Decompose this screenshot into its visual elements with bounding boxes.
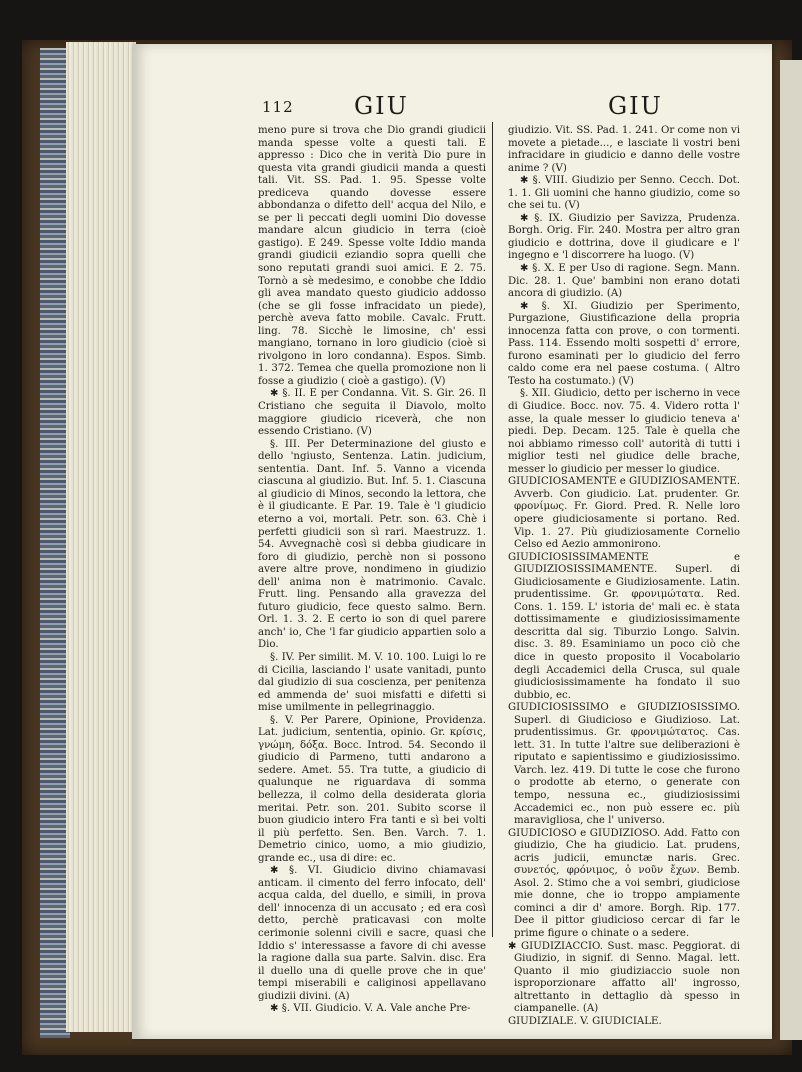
paragraph: meno pure si trova che Dio grandi giudicii manda spesse volte a questi tali. E appresso : Dico che in verità Dio pure in questa vita grandi giudicii manda a questi tali. Vit. SS. Pad. 1. 95. Spesse volte prediceva quando dovesse essere abbondanza o difetto dell' acqua del Nilo, e se per li peccati degli uomini Dio dovesse mandare alcun giudicio in terra (cioè gastigo). E 249. Spesse volte Iddio manda grandi giudicii eziandio sopra quelli che sono reputati grandi suoi amici. E 2. 75. Tornò a sè medesimo, e conobbe che Iddio gli avea mandato questo giudicio addosso (che se gli fosse infracidato un piede), perchè aveva fatto mobile. Cavalc. Frutt. ling. 78. Sicchè le limosine, ch' essi mangiano, tornano in loro giudicio (cioè si rivolgono in loro condanna). Espos. Simb. 1. 372. Temea che quella promozione non li fosse a giudizio ( cioè a gastigo). (V) [258, 125, 486, 387]
dictionary-entry: GIUDIZIALE. V. GIUDICIALE. [508, 1015, 662, 1027]
dictionary-entry: GIUDICIOSISSIMO e GIUDIZIOSISSIMO. Superl. di Giudicioso e Giudizioso. Lat. prudentissimus. Gr. φρονιμώτατος. Cas. lett. 31. In tutte l'altre sue deliberazioni è riputato e sapientissimo e giudiziosissimo. Varch. lez. 419. Di tutte le cose che furono o prodotte ab eterno, o generate con tempo, nessuna ec., giudiziosissimi Accademici ec., non può essere ec. più maravigliosa, che l' universo. [508, 702, 740, 827]
guide-word-left: GIU [354, 92, 409, 120]
paragraph: §. V. Per Parere, Opinione, Providenza. Lat. judicium, sententia, opinio. Gr. κρίσις, γνώμη, δόξα. Bocc. Introd. 54. Secondo il giudicio di Parmeno, tutti andarono a sedere. Amet. 55. Tra tutte, a giudicio di qualunque ne riguardava di somma bellezza, il colmo della desiderata gloria meritai. Petr. son. 201. Subito scorse il buon giudicio intero Fra tanti e sì bei volti il più perfetto. Sen. Ben. Varch. 7. 1. Demetrio cinico, uomo, a mio giudizio, grande ec., usa di dire: ec. [258, 714, 486, 864]
paragraph: giudizio. Vit. SS. Pad. 1. 241. Or come non vi movete a pietade..., e lasciate li vostri beni infracidare in giudicio e danno delle vostre anime ? (V) [508, 125, 740, 174]
column-divider [492, 122, 493, 937]
paragraph: §. III. Per Determinazione del giusto e dello 'ngiusto, Sentenza. Latin. judicium, sententia. Dant. Inf. 5. Vanno a vicenda ciascuna al giudizio. But. Inf. 5. 1. Ciascuna al giudicio di Minos, secondo la lettora, che è il giudicante. E Par. 19. Tale è 'l giudicio eterno a voi, mortali. Petr. son. 63. Chè i perfetti giudicii son sì rari. Maestruzz. 1. 54. Avvegnachè così si debba giudicare in foro di giudizio, perchè non si possono avere altre prove, nondimeno in giudizio dell' anima non è matrimonio. Cavalc. Frutt. ling. Pensando alla gravezza del futuro giudicio, fece questo salmo. Bern. Orl. 1. 3. 2. E certo io son di quel parere anch' io, Che 'l far giudicio appartien solo a Dio. [258, 438, 486, 651]
paragraph: §. IV. Per similit. M. V. 10. 100. Luigi lo re di Cicilia, lasciando l' usate vanitadi, punto dal giudizio di sua coscienza, per penitenza ed ammenda de' suoi misfatti e difetti si mise umilmente in pellegrinaggio. [258, 651, 486, 714]
guide-word-right: GIU [608, 92, 663, 120]
facing-page-edge [780, 60, 802, 1040]
paragraph: §. XII. Giudicio, detto per ischerno in vece di Giudice. Bocc. nov. 75. 4. Videro rotta l' asse, la quale messer lo giudicio teneva a' piedi. Dep. Decam. 125. Tale è quella che noi abbiamo rimesso coll' autorità di tutti i miglior testi nel giudice delle brache, messer lo giudicio per messer lo giudice. [508, 388, 740, 475]
page-header [262, 92, 762, 126]
dictionary-entry: GIUDICIOSAMENTE e GIUDIZIOSAMENTE. Avverb. Con giudicio. Lat. prudenter. Gr. φρονίμως. Fr. Giord. Pred. R. Nelle loro opere giudiciosamente si portano. Red. Vip. 1. 27. Più giudiziosamente Cornelio Celso ed Aezio ammonirono. [508, 476, 740, 551]
paragraph: ✱ §. VII. Giudicio. V. A. Vale anche Pre- [270, 1003, 471, 1015]
dictionary-entry: GIUDICIOSO e GIUDIZIOSO. Add. Fatto con giudizio, Che ha giudicio. Lat. prudens, acris judicii, emunctæ naris. Grec. συνετός, φρόνιμος, ὁ νοῦν ἔχων. Bemb. Asol. 2. Stimo che a voi sembri, giudiciose mie donne, che io troppo ampiamente cominci a dir d' amore. Borgh. Rip. 177. Dee il pittor giudicioso cercar di far le prime figure o chinate o a sedere. [508, 827, 740, 939]
paragraph: ✱ §. VIII. Giudizio per Senno. Cecch. Dot. 1. 1. Gli uomini che hanno giudizio, come so che sei tu. (V) [508, 175, 740, 212]
right-column [508, 125, 740, 1028]
paragraph: ✱ §. II. E per Condanna. Vit. S. Gir. 26. Il Cristiano che seguita il Diavolo, molto maggiore giudicio riceverà, che non essendo Cristiano. (V) [258, 388, 486, 438]
left-column [258, 125, 486, 1016]
dictionary-entry: ✱ GIUDIZIACCIO. Sust. masc. Peggiorat. di Giudizio, in signif. di Senno. Magal. lett. Quanto il mio giudiziaccio suole non isproporzionare affatto all' ingrosso, altrettanto in dettaglio dà spesso in ciampanelle. (A) [508, 940, 740, 1015]
paragraph: ✱ §. X. E per Uso di ragione. Segn. Mann. Dic. 28. 1. Que' bambini non erano dotati ancora di giudizio. (A) [508, 263, 740, 300]
paragraph: ✱ §. XI. Giudizio per Sperimento, Purgazione, Giustificazione della propria innocenza fatta con prove, o con tormenti. Pass. 114. Essendo molti sospetti d' errore, furono esaminati per lo giudicio del ferro caldo come era nel paese costuma. ( Altro Testo ha costumato.) (V) [508, 300, 740, 387]
paragraph: ✱ §. IX. Giudizio per Savizza, Prudenza. Borgh. Orig. Fir. 240. Mostra per altro gran giudicio e dottrina, dove il giudicare e l' ingegno e 'l discorrere ha luogo. (V) [508, 212, 740, 262]
paragraph: ✱ §. VI. Giudicio divino chiamavasi anticam. il cimento del ferro infocato, dell' acqua calda, del duello, e simili, in prova dell' innocenza di un accusato ; ed era così detto, perchè praticavasi con molte cerimonie solenni civili e sacre, quasi che Iddio s' interessasse a favore di chi avesse la ragione dalla sua parte. Salvin. disc. Era il duello una di quelle prove che in que' tempi miserabili e caliginosi appellavano giudizii divini. (A) [258, 865, 486, 1002]
dictionary-entry: GIUDICIOSISSIMAMENTE e GIUDIZIOSISSIMAMENTE. Superl. di Giudiciosamente e Giudiziosamente. Latin. prudentissime. Gr. φρονιμώτατα. Red. Cons. 1. 159. L' istoria de' mali ec. è stata dottissimamente e giudiziosissimamente descritta dal sig. Tiburzio Longo. Salvin. disc. 3. 89. Esaminiamo un poco ciò che dice in questo proposito il Vocabolario degli Accademici della Crusca, sul quale giudiciosissimamente ha fondato il suo dubbio, ec. [508, 551, 740, 701]
page-number: 112 [262, 98, 294, 116]
page-stack-edges [66, 42, 136, 1032]
